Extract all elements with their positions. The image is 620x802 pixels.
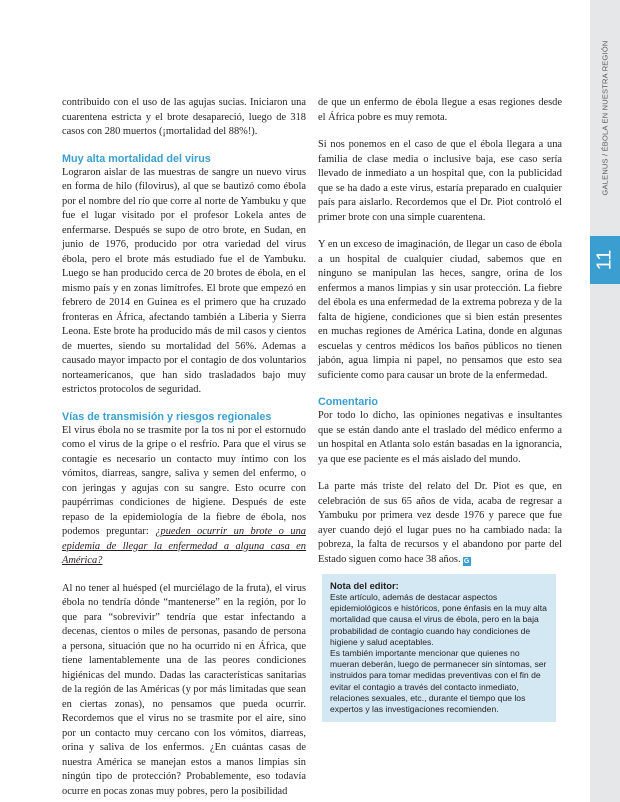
paragraph-continuation: de que un enfermo de ébola llegue a esas regiones desde el África pobre es muy remota. xyxy=(318,97,562,123)
paragraph-huesped: Al no tener al huésped (el murciélago de la fruta), el virus ébola no tendría dónde “mantenerse” en la región, por lo que para “sobrevivir” tendría que estar infectando a decenas, cientos o miles de personas, pasando de persona a persona, situación que no ha ocurrido ni en África, que tiene lamentablemente una de las peores condiciones higiénicas del mundo. Dadas las características sanitarias de la región de las Américas (y por más limitadas que sean en ciertas zonas), no pensamos que pueda ocurrir. Recordemos que el virus no se trasmite por el aire, sino por un contacto muy cercano con los vómitos, diarreas, orina y saliva de los enfermos. ¿En cuántas casas de nuestra América se manejan estos a manos limpias sin ningún tipo de protección? Probablemente, eso todavía ocurre en pocas zonas muy pobres, pero la posibilidad xyxy=(62,582,306,797)
left-column xyxy=(62,96,306,799)
heading-mortalidad: Muy alta mortalidad del virus xyxy=(62,152,211,165)
paragraph-vias xyxy=(62,424,306,569)
running-title-text: GALENUS / ÉBOLA EN NUESTRA REGIÓN xyxy=(600,40,610,196)
paragraph-imaginacion: Y en un exceso de imaginación, de llegar un caso de ébola a un hospital de cualquier ciudad, sabemos que en ninguno se manipulan las heces, sangre, orina de los enfermos a manos limpias y sin usar protección. La fiebre del ébola es una enfermedad de la extrema pobreza y de la falta de higiene, condiciones que si bien están presentes en muchas regiones de América Latina, donde en algunas escuelas y centros médicos los baños públicos no tienen jabón, agua limpia ni papel, no pensamos que esto sea suficiente como para causar un brote de la enfermedad. xyxy=(318,239,562,381)
page-number: 11 xyxy=(593,249,616,271)
paragraph-mortalidad: Lograron aislar de las muestras de sangre un nuevo virus en forma de hilo (filovirus), al que se bautizó como ébola por el nombre del río que corre al norte de Yambuku y que fue el lugar visitado por el profesor Lokela antes de enfermarse. Después se supo de otro brote, en Sudan, en junio de 1976, producido por otra variedad del virus ébola, pero el brote más estudiado fue el de Yambuku. Luego se han producido cerca de 20 brotes de ébola, en el mismo país y en zonas limítrofes. El brote que empezó en febrero de 2014 en Guinea es el primero que ha cruzado fronteras en África, afectando también a Liberia y Sierra Leona. Este brote ha producido más de mil casos y cientos de muertes, siendo su mortalidad del 56%. Ademas a causado mayor impacto por el contagio de dos voluntarios norteamericanos, que han sido trasladados bajo muy estrictos protocolos de seguridad. xyxy=(62,166,306,395)
paragraph-comentario: Por todo lo dicho, las opiniones negativas e insultantes que se están dando ante el traslado del médico enfermo a un hospital en Atlanta solo están basadas en la ignorancia, ya que ese paciente es el más aislado del mundo. xyxy=(318,410,562,465)
editor-note-title: Nota del editor: xyxy=(330,580,399,591)
running-title xyxy=(590,0,620,236)
editor-note-body-1: Este artículo, además de destacar aspectos epidemiológicos e históricos, pone énfasis en la muy alta mortalidad que causa el virus de ébola, pero en la baja probabilidad de contagio cuando hay condiciones de higiene y salud aceptables. xyxy=(330,592,547,647)
editor-note-box xyxy=(322,574,556,722)
end-mark-icon: G xyxy=(463,557,470,565)
paragraph-vias-question: ¿pueden ocurrir un brote o una epidemia de llegar la enfermedad a alguna casa en América? xyxy=(62,526,306,566)
paragraph-vias-text: El virus ébola no se trasmite por la tos ni por el estornudo como el virus de la gripe o el resfrío. Para que el virus se contagie es necesario un contacto muy íntimo con los vómitos, diarreas, sangre, saliva y semen del enfermo, o con jeringas y agujas con su sangre. Esto ocurre con paupérrimas condiciones de higiene. Después de este repaso de la epidemiología de la fiebre de ébola, nos podemos preguntar: xyxy=(62,424,306,537)
heading-vias-transmision: Vías de transmisión y riesgos regionales xyxy=(62,410,272,423)
paragraph-intro: contribuido con el uso de las agujas sucias. Iniciaron una cuarentena estricta y el brote desapareció, luego de 318 casos con 280 muertos (¡mortalidad del 88%!). xyxy=(62,97,306,137)
heading-comentario: Comentario xyxy=(318,396,378,408)
paragraph-clase-media: Si nos ponemos en el caso de que el ébola llegara a una familia de clase media o inclusive baja, ese caso sería llevado de inmediato a un hospital que, con la publicidad que se ha dado a este virus, estaría preparado en cualquier país para aislarlo. Recordemos que el Dr. Piot controló el primer brote con una simple cuarentena. xyxy=(318,139,562,223)
paragraph-relato xyxy=(318,480,562,567)
paragraph-relato-text: La parte más triste del relato del Dr. Piot es que, en celebración de sus 65 años de vida, acaba de regresar a Yambuku por primera vez desde 1976 y parece que fue ayer cuando dejó el lugar pues no ha cambiado nada: la pobreza, la falta de recursos y el abandono por parte del Estado siguen como hace 38 años. xyxy=(318,481,562,565)
editor-note-body-2: Es también importante mencionar que quienes no mueran deberán, luego de permanecer sin síntomas, ser instruidos para tomar medidas preventivas con el fin de evitar el contagio a través del contacto inmediato, relaciones sexuales, etc., durante el tiempo que los expertos y las investigaciones recomienden. xyxy=(330,648,547,715)
page-number-tab xyxy=(590,236,620,284)
right-column xyxy=(318,96,562,567)
